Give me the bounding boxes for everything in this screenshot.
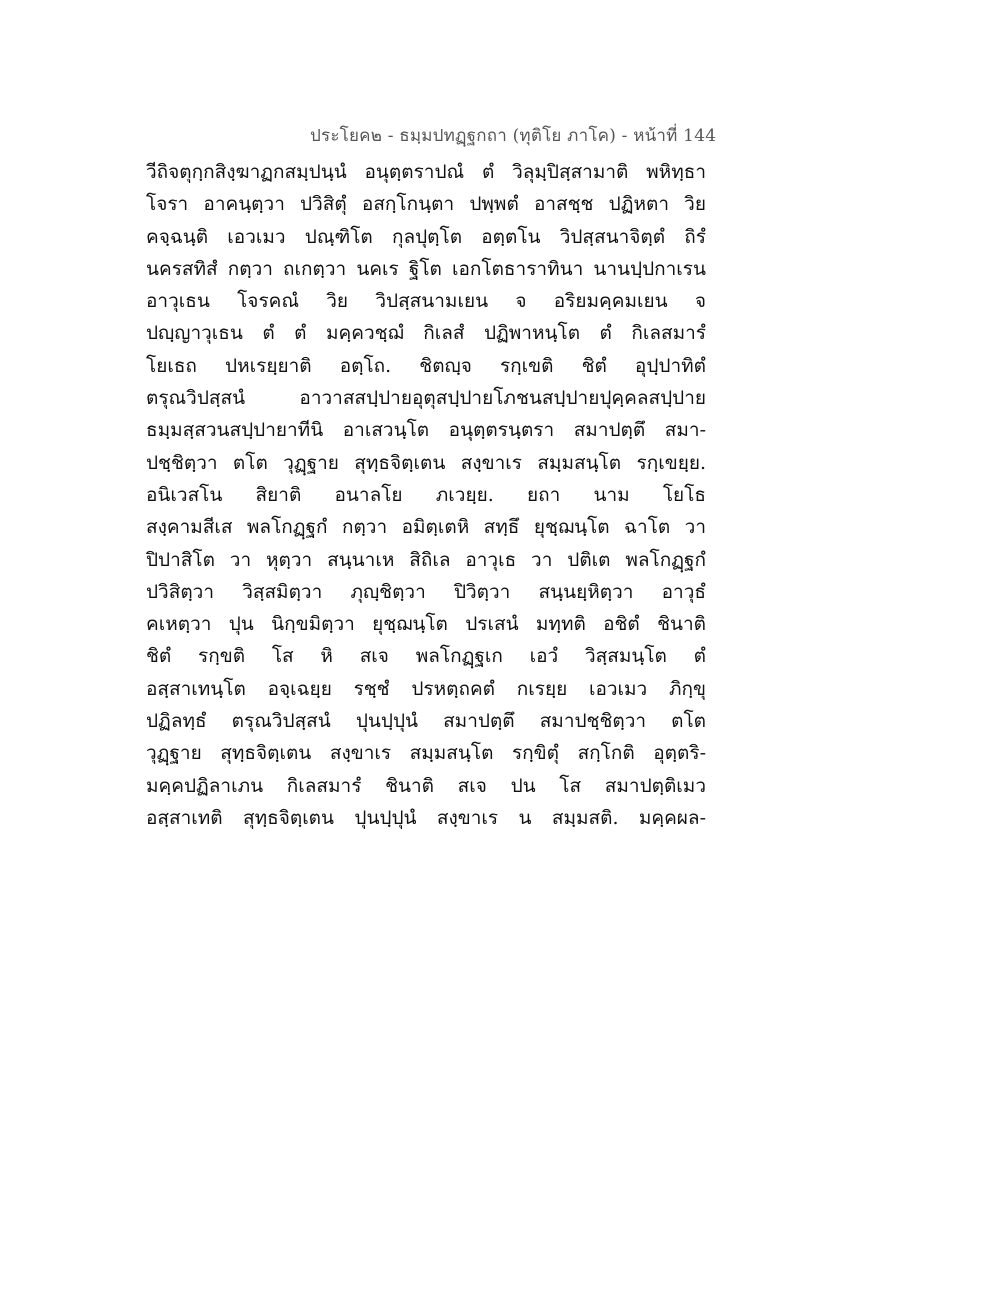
body-text <box>146 156 706 834</box>
text-line: วุฏฺฐาย สุทฺธจิตฺเตน สงฺขาเร สมฺมสนฺโต รกฺขิตุํ สกฺโกติ อุตฺตริ- <box>146 742 706 765</box>
page-header: ประโยค๒ - ธมฺมปทฏฺฐกถา (ทุติโย ภาโค) - หน้าที่ 144 <box>310 126 717 146</box>
text-line: ชิตํ รกฺขติ โส หิ สเจ พลโกฏฺฐเก เอวํ วิสฺสมนฺโต ตํ <box>146 645 706 668</box>
text-line: มคฺคปฏิลาเภน กิเลสมารํ ชินาติ สเจ ปน โส สมาปตฺติเมว <box>146 774 706 797</box>
text-line: โจรา อาคนฺตฺวา ปวิสิตุํ อสกฺโกนฺตา ปพฺพตํ อาสชฺช ปฏิหตา วิย <box>146 193 706 216</box>
text-line: คเหตฺวา ปุน นิกฺขมิตฺวา ยุชฺฌนฺโต ปรเสนํ มทฺทติ อชิตํ ชินาติ <box>146 613 706 636</box>
text-line: นครสทิสํ กตฺวา ถเกตฺวา นคเร ฐิโต เอกโตธาราทินา นานปฺปกาเรน <box>146 257 706 280</box>
text-line: อนิเวสโน สิยาติ อนาลโย ภเวยฺย. ยถา นาม โยโธ <box>146 483 706 506</box>
text-line: อสฺสาเทติ สุทฺธจิตฺเตน ปุนปฺปุนํ สงฺขาเร น สมฺมสติ. มคฺคผล- <box>146 806 706 829</box>
text-line: ปฏิลทฺธํ ตรุณวิปสฺสนํ ปุนปฺปุนํ สมาปตฺตึ สมาปชฺชิตฺวา ตโต <box>146 710 706 733</box>
text-line: ปวิสิตฺวา วิสฺสมิตฺวา ภุญฺชิตฺวา ปิวิตฺวา สนฺนยฺหิตฺวา อาวุธํ <box>146 580 706 603</box>
text-line: สงฺคามสีเส พลโกฏฺฐกํ กตฺวา อมิตฺเตหิ สทฺธึ ยุชฺฌนฺโต ฉาโต วา <box>146 516 706 539</box>
text-line: ตรุณวิปสฺสนํ อาวาสสปฺปายอุตุสปฺปายโภชนสปฺปายปุคฺคลสปฺปาย <box>146 387 706 410</box>
text-line: อาวุเธน โจรคณํ วิย วิปสฺสนามเยน จ อริยมคฺคมเยน จ <box>146 290 706 313</box>
text-line: ธมฺมสฺสวนสปฺปายาทีนิ อาเสวนฺโต อนุตฺตรนฺตรา สมาปตฺตึ สมา- <box>146 419 706 442</box>
text-line: ปญฺญาวุเธน ตํ ตํ มคฺควชฺฌํ กิเลสํ ปฏิพาหนฺโต ตํ กิเลสมารํ <box>146 322 706 345</box>
text-line: โยเธถ ปหเรยฺยาติ อตฺโถ. ชิตญฺจ รกฺเขติ ชิตํ อุปฺปาทิตํ <box>146 354 706 377</box>
text-line: ปชฺชิตฺวา ตโต วุฏฺฐาย สุทฺธจิตฺเตน สงฺขาเร สมฺมสนฺโต รกฺเขยฺย. <box>146 451 706 474</box>
text-line: ปิปาสิโต วา หุตฺวา สนฺนาเห สิถิเล อาวุเธ วา ปติเต พลโกฏฺฐกํ <box>146 548 706 571</box>
text-line: อสฺสาเทนฺโต อจฺเฉยฺย รชฺชํ ปรหตฺถคตํ กเรยฺย เอวเมว ภิกฺขุ <box>146 677 706 700</box>
text-line: คจฺฉนฺติ เอวเมว ปณฺฑิโต กุลปุตฺโต อตฺตโน วิปสฺสนาจิตฺตํ ถิรํ <box>146 225 706 248</box>
text-line: วีถิจตุกฺกสิงฺฆาฏกสมฺปนฺนํ อนุตฺตราปณํ ตํ วิลุมฺปิสฺสามาติ พหิทฺธา <box>146 161 706 183</box>
